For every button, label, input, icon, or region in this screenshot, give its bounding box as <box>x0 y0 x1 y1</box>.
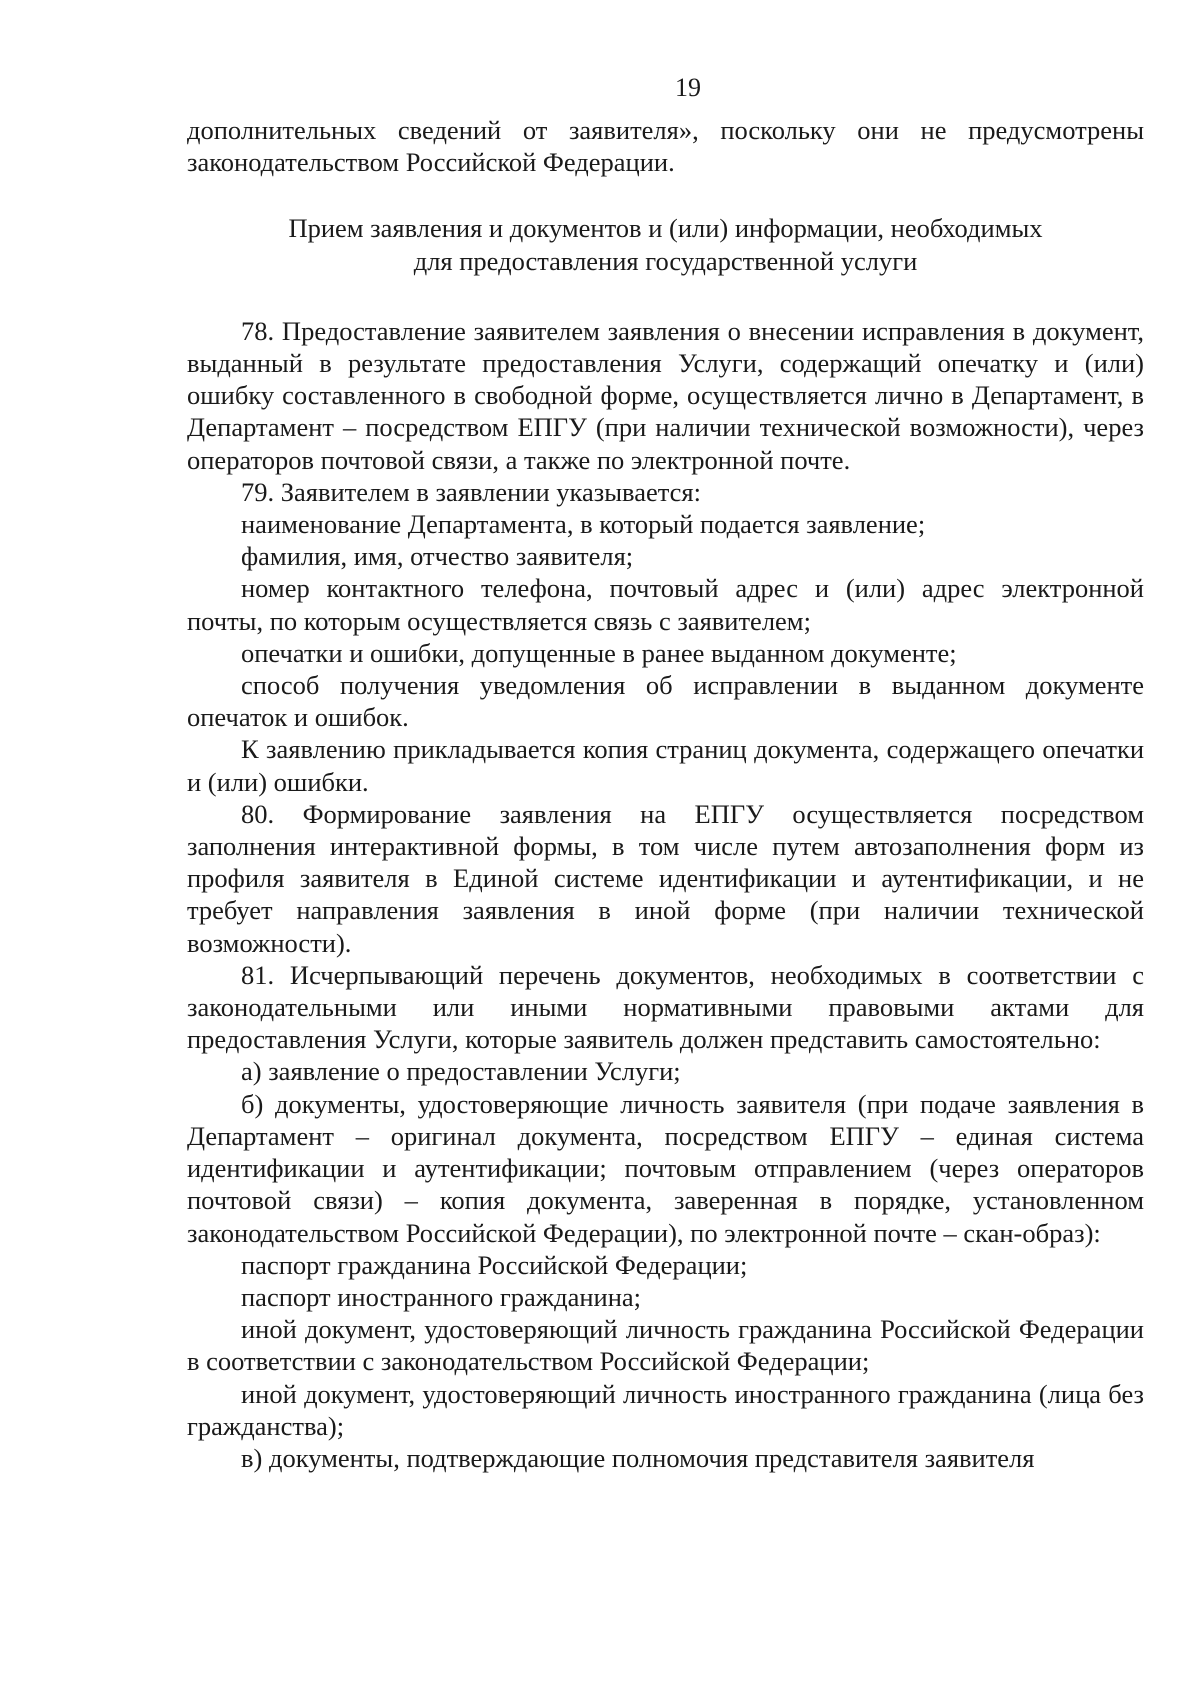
list-item: фамилия, имя, отчество заявителя; <box>241 541 634 572</box>
list-item: иной документ, удостоверяющий личность гражданина Российской Федерации в соответствии с законодательством Российской Федерации; <box>187 1314 1144 1377</box>
list-item: наименование Департамента, в который подается заявление; <box>241 509 926 540</box>
section-heading-line-2: для предоставления государственной услуги <box>413 245 918 276</box>
list-item: опечатки и ошибки, допущенные в ранее выданном документе; <box>241 637 957 668</box>
list-item: паспорт иностранного гражданина; <box>241 1281 641 1312</box>
list-item: иной документ, удостоверяющий личность иностранного гражданина (лица без гражданства); <box>187 1378 1144 1441</box>
paragraph-78: 78. Предоставление заявителем заявления о внесении исправления в документ, выданный в результате предоставления Услуги, содержащий опечатку и (или) ошибку составленного в свободной форме, осуществляется лично в Департамент, в Департамент – посредством ЕПГУ (при наличии технической возможности), через операторов почтовой связи, а также по электронной почте. <box>187 315 1144 475</box>
list-item: номер контактного телефона, почтовый адрес и (или) адрес электронной почты, по которым осуществляется связь с заявителем; <box>187 573 1144 636</box>
paragraph-79: 79. Заявителем в заявлении указывается: <box>241 476 701 507</box>
section-heading-line-1: Прием заявления и документов и (или) информации, необходимых <box>288 213 1043 244</box>
paragraph-81: 81. Исчерпывающий перечень документов, необходимых в соответствии с законодательными или иными нормативными правовыми актами для предоставления Услуги, которые заявитель должен представить самостоятельно: <box>187 959 1144 1055</box>
list-item-v: в) документы, подтверждающие полномочия представителя заявителя <box>241 1442 1035 1473</box>
paragraph-80: 80. Формирование заявления на ЕПГУ осуществляется посредством заполнения интерактивной формы, в том числе путем автозаполнения форм из профиля заявителя в Единой системе идентификации и аутентификации, и не требует направления заявления в иной форме (при наличии технической возможности). <box>187 798 1144 958</box>
intro-paragraph: дополнительных сведений от заявителя», поскольку они не предусмотрены законодательством Российской Федерации. <box>187 115 1144 178</box>
attachment-paragraph: К заявлению прикладывается копия страниц документа, содержащего опечатки и (или) ошибки. <box>187 734 1144 797</box>
page-number: 19 <box>675 73 701 102</box>
list-item-a: а) заявление о предоставлении Услуги; <box>241 1056 681 1087</box>
intro-block <box>187 114 1144 178</box>
body-text <box>187 315 1144 1474</box>
list-item-b: б) документы, удостоверяющие личность заявителя (при подаче заявления в Департамент – оригинал документа, посредством ЕПГУ – единая система идентификации и аутентификации; почтовым отправлением (через операторов почтовой связи) – копия документа, заверенная в порядке, установленном законодательством Российской Федерации), по электронной почте – скан-образ): <box>187 1088 1144 1248</box>
section-heading <box>187 212 1144 276</box>
list-item: способ получения уведомления об исправлении в выданном документе опечаток и ошибок. <box>187 670 1144 733</box>
list-item: паспорт гражданина Российской Федерации; <box>241 1249 748 1280</box>
document-page <box>187 62 1144 1474</box>
